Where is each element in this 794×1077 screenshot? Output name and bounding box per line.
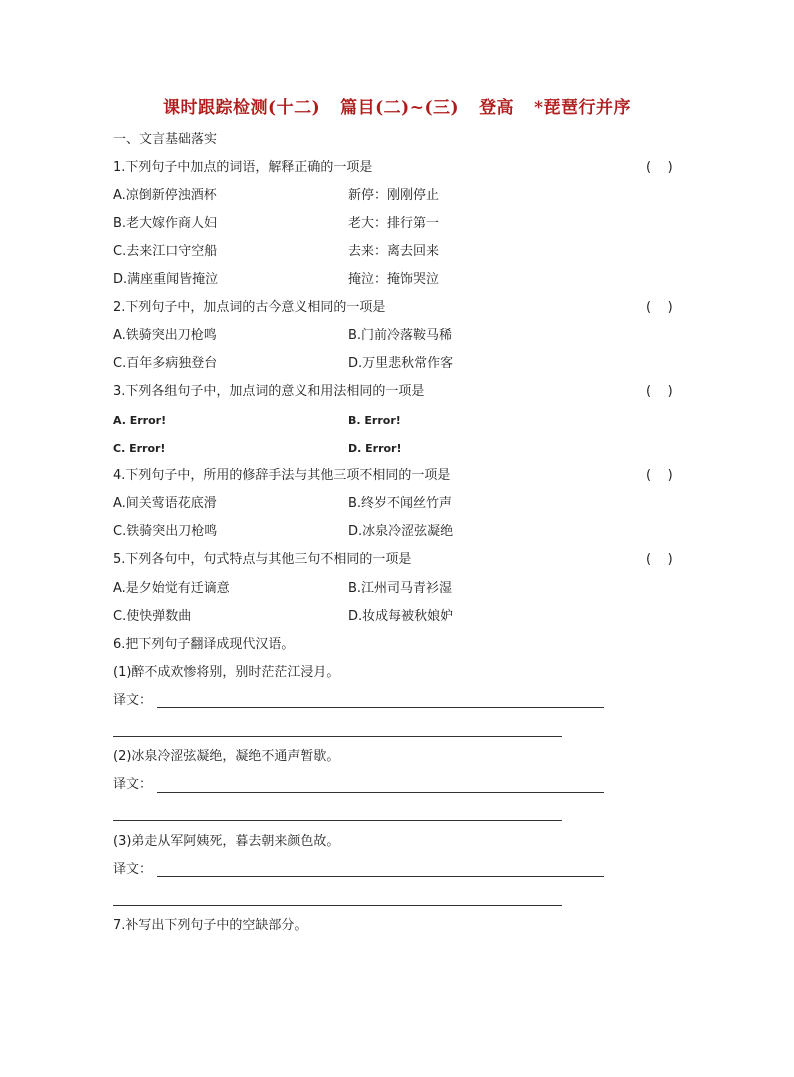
question-4-option-a: A.间关莺语花底滑	[113, 496, 217, 511]
question-4-answer-blank[interactable]: ( )	[646, 468, 673, 483]
question-6-item-1-answer-line-1[interactable]	[157, 707, 604, 708]
question-3-answer-blank[interactable]: ( )	[646, 384, 673, 399]
question-2-answer-blank[interactable]: ( )	[646, 300, 673, 315]
question-6-item-2-answer-line-1[interactable]	[157, 792, 604, 793]
question-4-stem: 4.下列句子中，所用的修辞手法与其他三项不相同的一项是	[113, 468, 451, 483]
title-part-1: 课时跟踪检测(十二)	[163, 98, 321, 118]
question-5-option-d: D.妆成每被秋娘妒	[348, 609, 454, 624]
question-4-option-b: B.终岁不闻丝竹声	[348, 496, 453, 511]
section-heading: 一、文言基础落实	[113, 132, 218, 147]
question-2-option-b: B.门前冷落鞍马稀	[348, 328, 453, 343]
question-6-item-3-answer-line-1[interactable]	[157, 876, 604, 877]
question-1-option-c-gloss: 去来：离去回来	[348, 244, 440, 259]
question-1-option-d: D.满座重闻皆掩泣	[113, 272, 219, 287]
question-6-item-3: (3)弟走从军阿姨死，暮去朝来颜色故。	[113, 834, 340, 849]
question-6-item-1-answer-label: 译文：	[113, 693, 153, 708]
question-2-stem: 2.下列句子中，加点词的古今意义相同的一项是	[113, 300, 386, 315]
question-2-option-a: A.铁骑突出刀枪鸣	[113, 328, 217, 343]
question-7-stem: 7.补写出下列句子中的空缺部分。	[113, 918, 308, 933]
question-5-option-a: A.是夕始觉有迁谪意	[113, 581, 230, 596]
question-3-option-a: A. Error!	[113, 414, 167, 427]
question-6-item-3-answer-label: 译文：	[113, 862, 153, 877]
question-1-option-d-gloss: 掩泣：掩饰哭泣	[348, 272, 440, 287]
question-2-option-c: C.百年多病独登台	[113, 356, 218, 371]
question-6-item-2: (2)冰泉冷涩弦凝绝，凝绝不通声暂歇。	[113, 749, 340, 764]
question-1-option-a: A.凉倒新停浊酒杯	[113, 188, 217, 203]
question-5-option-c: C.使快弹数曲	[113, 609, 192, 624]
title-part-4: *琵琶行并序	[534, 98, 631, 118]
question-1-option-c: C.去来江口守空船	[113, 244, 218, 259]
question-5-answer-blank[interactable]: ( )	[646, 552, 673, 567]
question-2-option-d: D.万里悲秋常作客	[348, 356, 454, 371]
question-6-item-1: (1)醉不成欢惨将别，别时茫茫江浸月。	[113, 665, 340, 680]
title-part-3: 登高	[479, 98, 515, 118]
question-1-stem: 1.下列句子中加点的词语，解释正确的一项是	[113, 160, 373, 175]
question-1-option-b-gloss: 老大：排行第一	[348, 216, 440, 231]
question-1-option-b: B.老大嫁作商人妇	[113, 216, 218, 231]
page-title	[0, 93, 794, 118]
question-4-option-c: C.铁骑突出刀枪鸣	[113, 524, 218, 539]
question-3-option-d: D. Error!	[348, 442, 402, 455]
question-4-option-d: D.冰泉冷涩弦凝绝	[348, 524, 454, 539]
question-6-item-2-answer-label: 译文：	[113, 777, 153, 792]
title-part-2: 篇目(二)~(三)	[340, 98, 460, 118]
question-3-option-c: C. Error!	[113, 442, 166, 455]
question-5-option-b: B.江州司马青衫湿	[348, 581, 453, 596]
question-6-item-3-answer-line-2[interactable]	[113, 905, 562, 906]
question-6-item-1-answer-line-2[interactable]	[113, 736, 562, 737]
question-6-stem: 6.把下列句子翻译成现代汉语。	[113, 637, 295, 652]
question-1-option-a-gloss: 新停：刚刚停止	[348, 188, 440, 203]
question-6-item-2-answer-line-2[interactable]	[113, 820, 562, 821]
question-1-answer-blank[interactable]: ( )	[646, 160, 673, 175]
question-3-stem: 3.下列各组句子中，加点词的意义和用法相同的一项是	[113, 384, 425, 399]
question-5-stem: 5.下列各句中，句式特点与其他三句不相同的一项是	[113, 552, 412, 567]
question-3-option-b: B. Error!	[348, 414, 401, 427]
